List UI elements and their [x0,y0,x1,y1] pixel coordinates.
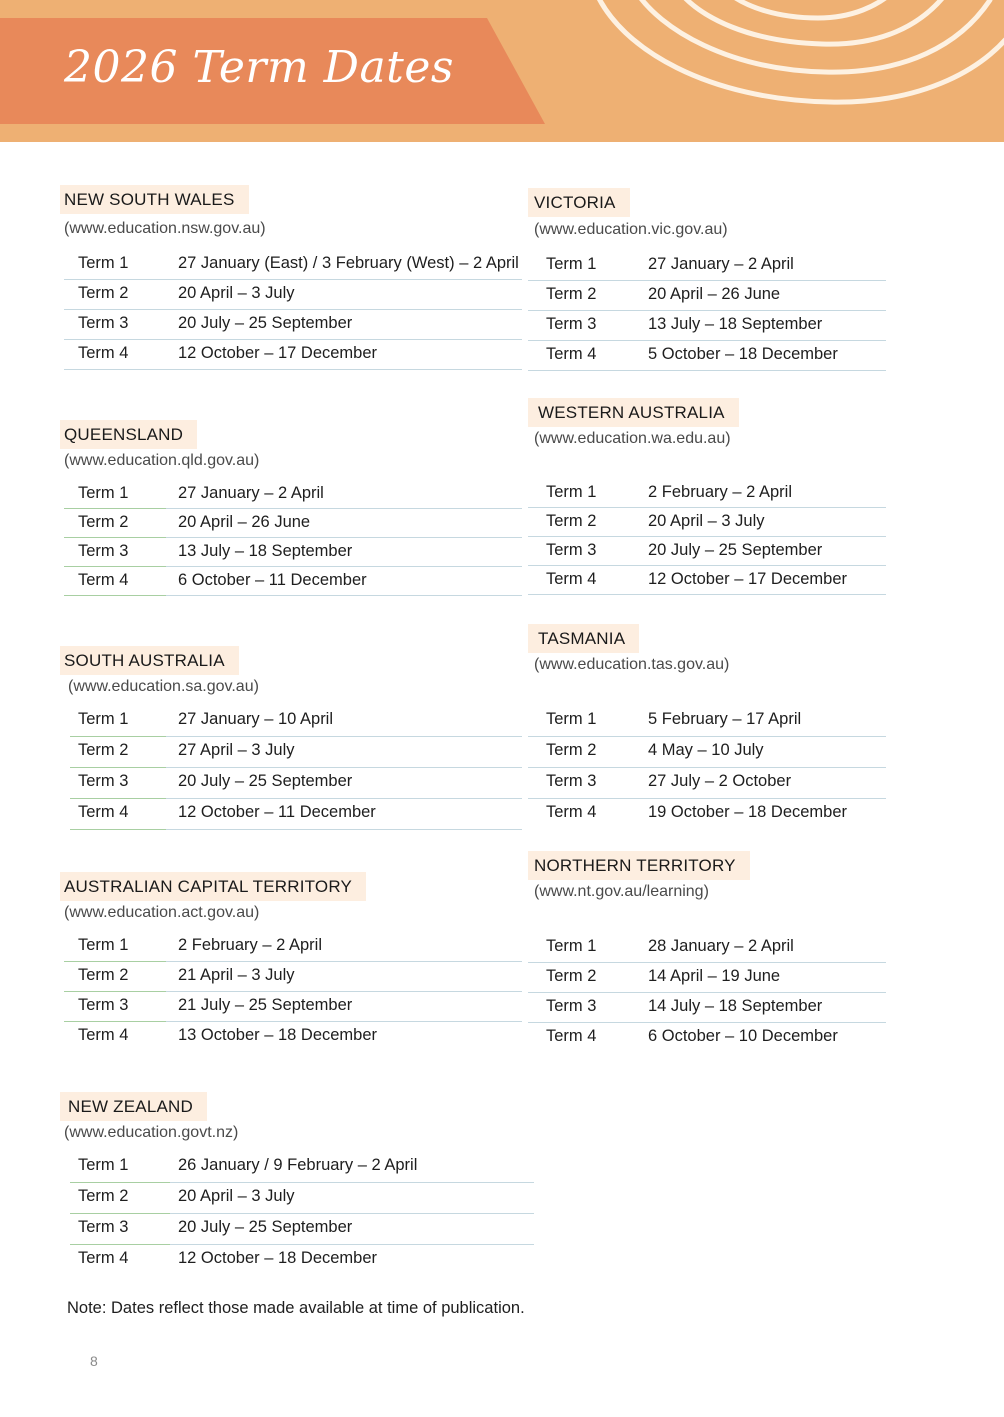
term-row [60,706,522,737]
term-dates: 13 July – 18 September [648,315,823,333]
state-heading: VICTORIA [528,188,630,217]
state-url: (www.education.govt.nz) [64,1124,239,1141]
term-label: Term 1 [78,936,129,954]
term-dates: 28 January – 2 April [648,937,794,955]
term-row [60,962,522,992]
term-label: Term 2 [546,285,597,303]
term-label: Term 3 [78,314,129,332]
term-dates: 21 April – 3 July [178,966,295,984]
term-row [528,311,886,341]
term-row [60,1022,522,1052]
term-label: Term 1 [546,255,597,273]
term-dates: 12 October – 11 December [178,803,376,821]
term-row [60,768,522,799]
state-heading: TASMANIA [528,624,639,653]
swirl-decoration-icon [560,0,1004,130]
section-nz [60,1092,534,1276]
term-dates: 2 February – 2 April [178,936,322,954]
term-label: Term 2 [78,741,129,759]
term-row [528,706,886,737]
state-heading: QUEENSLAND [60,420,197,449]
term-label: Term 2 [78,284,129,302]
section-tas [528,624,886,830]
term-dates: 27 July – 2 October [648,772,792,790]
term-dates: 6 October – 11 December [178,571,367,589]
state-heading: AUSTRALIAN CAPITAL TERRITORY [60,872,366,901]
term-dates: 14 July – 18 September [648,997,823,1015]
term-row [60,310,522,340]
term-label: Term 3 [78,996,129,1014]
term-label: Term 4 [546,1027,597,1045]
term-row [60,509,522,538]
term-dates: 27 January – 2 April [648,255,794,273]
term-row [528,1023,886,1053]
term-row [528,737,886,768]
state-heading: SOUTH AUSTRALIA [60,646,239,675]
term-row [528,537,886,566]
term-label: Term 2 [546,967,597,985]
state-heading: NORTHERN TERRITORY [528,851,750,880]
term-dates: 13 July – 18 September [178,542,353,560]
term-row [528,799,886,830]
page-number: 8 [90,1353,98,1369]
page-title: 2026 Term Dates [64,42,454,93]
term-label: Term 2 [78,1187,129,1205]
term-row [60,480,522,509]
term-dates: 27 January – 10 April [178,710,334,728]
term-label: Term 3 [546,541,597,559]
term-row [528,508,886,537]
term-label: Term 4 [78,571,129,589]
term-dates: 12 October – 17 December [178,344,378,362]
term-label: Term 2 [546,741,597,759]
section-nt [528,851,886,1053]
term-label: Term 4 [546,803,597,821]
term-dates: 2 February – 2 April [648,483,792,501]
term-row [60,799,522,830]
term-row [528,281,886,311]
term-dates: 20 April – 3 July [178,1187,295,1205]
term-dates: 20 April – 3 July [648,512,765,530]
term-dates: 20 April – 26 June [648,285,781,303]
term-dates: 20 July – 25 September [178,314,353,332]
term-label: Term 2 [78,966,129,984]
section-nsw [60,185,522,370]
term-label: Term 3 [546,772,597,790]
term-label: Term 1 [546,710,597,728]
term-dates: 27 January (East) / 3 February (West) – 2 April [178,254,519,272]
section-sa [60,646,522,830]
term-label: Term 2 [546,512,597,530]
term-row [528,993,886,1023]
term-row [60,1152,534,1183]
state-url: (www.nt.gov.au/learning) [534,883,709,900]
term-row [60,932,522,962]
state-url: (www.education.wa.edu.au) [534,430,731,447]
term-row [60,340,522,370]
term-row [60,567,522,596]
publication-note: Note: Dates reflect those made available at time of publication. [67,1299,525,1317]
term-dates: 12 October – 18 December [178,1249,378,1267]
term-label: Term 1 [78,710,129,728]
state-url: (www.education.tas.gov.au) [534,656,730,673]
term-label: Term 4 [78,1249,129,1267]
term-label: Term 2 [78,513,129,531]
state-url: (www.education.nsw.gov.au) [64,220,266,237]
term-label: Term 1 [546,937,597,955]
term-row [60,1214,534,1245]
section-act [60,872,522,1052]
term-dates: 5 February – 17 April [648,710,802,728]
term-dates: 12 October – 17 December [648,570,848,588]
term-dates: 20 April – 26 June [178,513,311,531]
state-heading: NEW ZEALAND [60,1092,207,1121]
term-row [60,250,522,280]
term-row [60,538,522,567]
term-row [60,1183,534,1214]
term-dates: 20 July – 25 September [648,541,823,559]
term-row [60,992,522,1022]
term-dates: 14 April – 19 June [648,967,781,985]
term-dates: 13 October – 18 December [178,1026,378,1044]
header-banner [0,0,1004,142]
term-row [528,251,886,281]
term-row [528,768,886,799]
term-row [60,737,522,768]
state-url: (www.education.sa.gov.au) [68,678,259,695]
term-label: Term 4 [546,570,597,588]
term-label: Term 4 [78,344,129,362]
term-row [60,280,522,310]
term-dates: 19 October – 18 December [648,803,848,821]
term-label: Term 4 [78,803,129,821]
state-heading: WESTERN AUSTRALIA [528,398,739,427]
state-url: (www.education.vic.gov.au) [534,221,728,238]
term-dates: 4 May – 10 July [648,741,764,759]
term-row [528,933,886,963]
term-label: Term 1 [78,1156,129,1174]
term-row [60,1245,534,1276]
state-url: (www.education.qld.gov.au) [64,452,260,469]
term-label: Term 4 [78,1026,129,1044]
term-label: Term 1 [546,483,597,501]
section-qld [60,420,522,596]
term-dates: 20 July – 25 September [178,1218,353,1236]
term-dates: 26 January / 9 February – 2 April [178,1156,418,1174]
term-dates: 27 April – 3 July [178,741,295,759]
term-row [528,963,886,993]
term-dates: 5 October – 18 December [648,345,838,363]
term-dates: 21 July – 25 September [178,996,353,1014]
term-label: Term 1 [78,484,129,502]
state-url: (www.education.act.gov.au) [64,904,260,921]
term-row [528,341,886,371]
section-wa [528,398,886,595]
term-dates: 20 July – 25 September [178,772,353,790]
term-label: Term 1 [78,254,129,272]
term-label: Term 3 [546,997,597,1015]
term-dates: 27 January – 2 April [178,484,324,502]
term-dates: 6 October – 10 December [648,1027,838,1045]
term-dates: 20 April – 3 July [178,284,295,302]
term-label: Term 3 [78,542,129,560]
section-vic [528,188,886,371]
state-heading: NEW SOUTH WALES [60,185,249,214]
term-row [528,566,886,595]
term-label: Term 3 [78,1218,129,1236]
term-row [528,479,886,508]
term-label: Term 3 [78,772,129,790]
term-label: Term 4 [546,345,597,363]
term-label: Term 3 [546,315,597,333]
